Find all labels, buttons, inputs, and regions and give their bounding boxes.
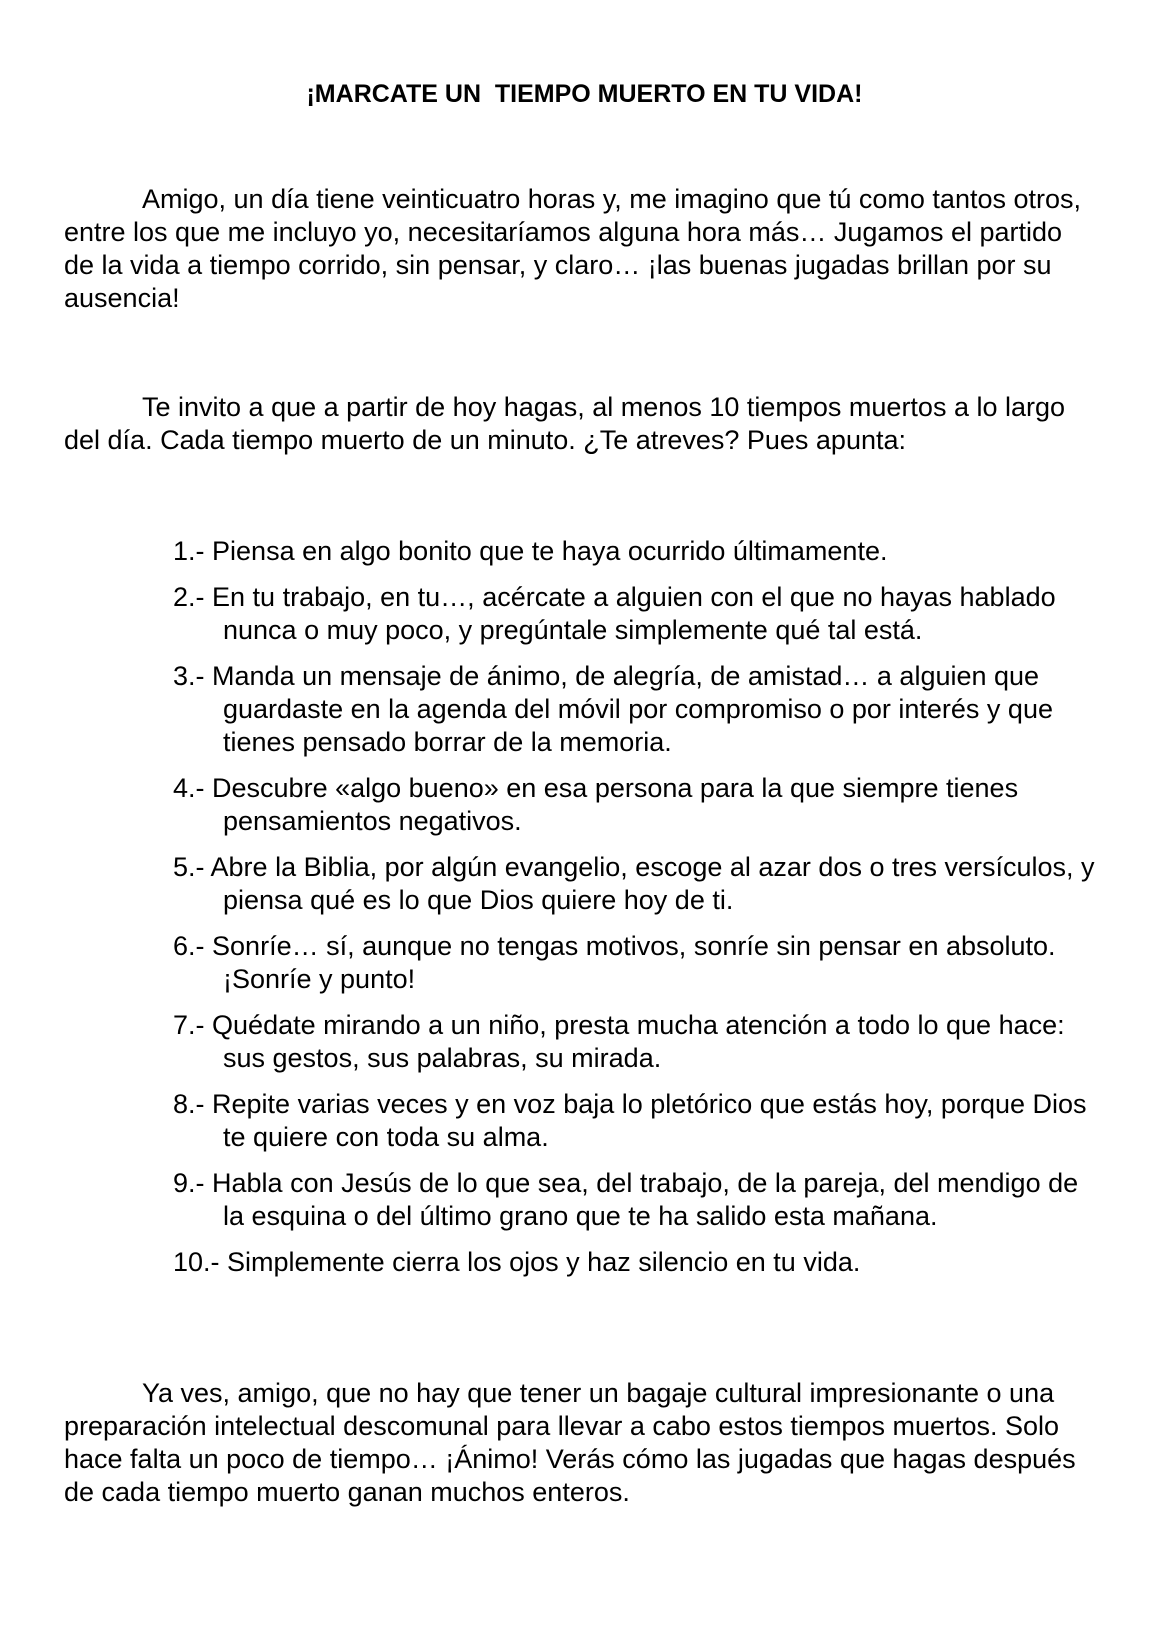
list-item-text: Piensa en algo bonito que te haya ocurrido últimamente. [212, 536, 888, 566]
list-item [173, 1009, 1103, 1075]
intro-paragraph [64, 183, 1099, 315]
list-item [173, 660, 1103, 759]
list-item-number: 7.- [173, 1010, 205, 1040]
list-item-number: 10.- [173, 1247, 220, 1277]
list-item-text: En tu trabajo, en tu…, acércate a alguien con el que no hayas hablado nunca o muy poco, y pregúntale simplemente qué tal está. [212, 582, 1056, 645]
list-item-number: 9.- [173, 1168, 205, 1198]
list-item-text: Manda un mensaje de ánimo, de alegría, de amistad… a alguien que guardaste en la agenda del móvil por compromiso o por interés y que tienes pensado borrar de la memoria. [212, 661, 1053, 757]
list-item [173, 1167, 1103, 1233]
closing-paragraph [64, 1377, 1099, 1509]
list-item-text: Simplemente cierra los ojos y haz silencio en tu vida. [227, 1247, 861, 1277]
list-item-number: 6.- [173, 931, 205, 961]
list-item [173, 1246, 1103, 1279]
intro-paragraph-text: Amigo, un día tiene veinticuatro horas y, me imagino que tú como tantos otros, entre los que me incluyo yo, necesitaríamos alguna hora más… Jugamos el partido de la vida a tiempo corrido, sin pensar, y claro… ¡las buenas jugadas brillan por su ausencia! [64, 184, 1082, 313]
list-item [173, 581, 1103, 647]
list-item-number: 8.- [173, 1089, 205, 1119]
list-item-text: Sonríe… sí, aunque no tengas motivos, sonríe sin pensar en absoluto. ¡Sonríe y punto! [212, 931, 1056, 994]
list-item [173, 1088, 1103, 1154]
list-item-number: 5.- [173, 852, 205, 882]
invite-paragraph-text: Te invito a que a partir de hoy hagas, al menos 10 tiempos muertos a lo largo del día. Cada tiempo muerto de un minuto. ¿Te atreves? Pues apunta: [64, 392, 1066, 455]
list-item-number: 1.- [173, 536, 205, 566]
list-item [173, 535, 1103, 568]
list-item [173, 772, 1103, 838]
list-item-number: 2.- [173, 582, 205, 612]
list-item [173, 930, 1103, 996]
list-item-text: Abre la Biblia, por algún evangelio, escoge al azar dos o tres versículos, y piensa qué es lo que Dios quiere hoy de ti. [210, 852, 1095, 915]
invite-paragraph [64, 391, 1099, 457]
list-item-text: Quédate mirando a un niño, presta mucha atención a todo lo que hace: sus gestos, sus palabras, su mirada. [212, 1010, 1065, 1073]
list-item-text: Descubre «algo bueno» en esa persona para la que siempre tienes pensamientos negativos. [212, 773, 1019, 836]
closing-paragraph-text: Ya ves, amigo, que no hay que tener un bagaje cultural impresionante o una preparación intelectual descomunal para llevar a cabo estos tiempos muertos. Solo hace falta un poco de tiempo… ¡Ánimo! Verás cómo las jugadas que hagas después de cada tiempo muerto ganan muchos enteros. [64, 1378, 1076, 1507]
timeout-list [173, 535, 1103, 1292]
list-item-text: Habla con Jesús de lo que sea, del trabajo, de la pareja, del mendigo de la esquina o del último grano que te ha salido esta mañana. [212, 1168, 1079, 1231]
list-item-text: Repite varias veces y en voz baja lo pletórico que estás hoy, porque Dios te quiere con toda su alma. [212, 1089, 1087, 1152]
page-title: ¡MARCATE UN TIEMPO MUERTO EN TU VIDA! [306, 80, 863, 108]
list-item-number: 4.- [173, 773, 205, 803]
list-item-number: 3.- [173, 661, 205, 691]
list-item [173, 851, 1103, 917]
